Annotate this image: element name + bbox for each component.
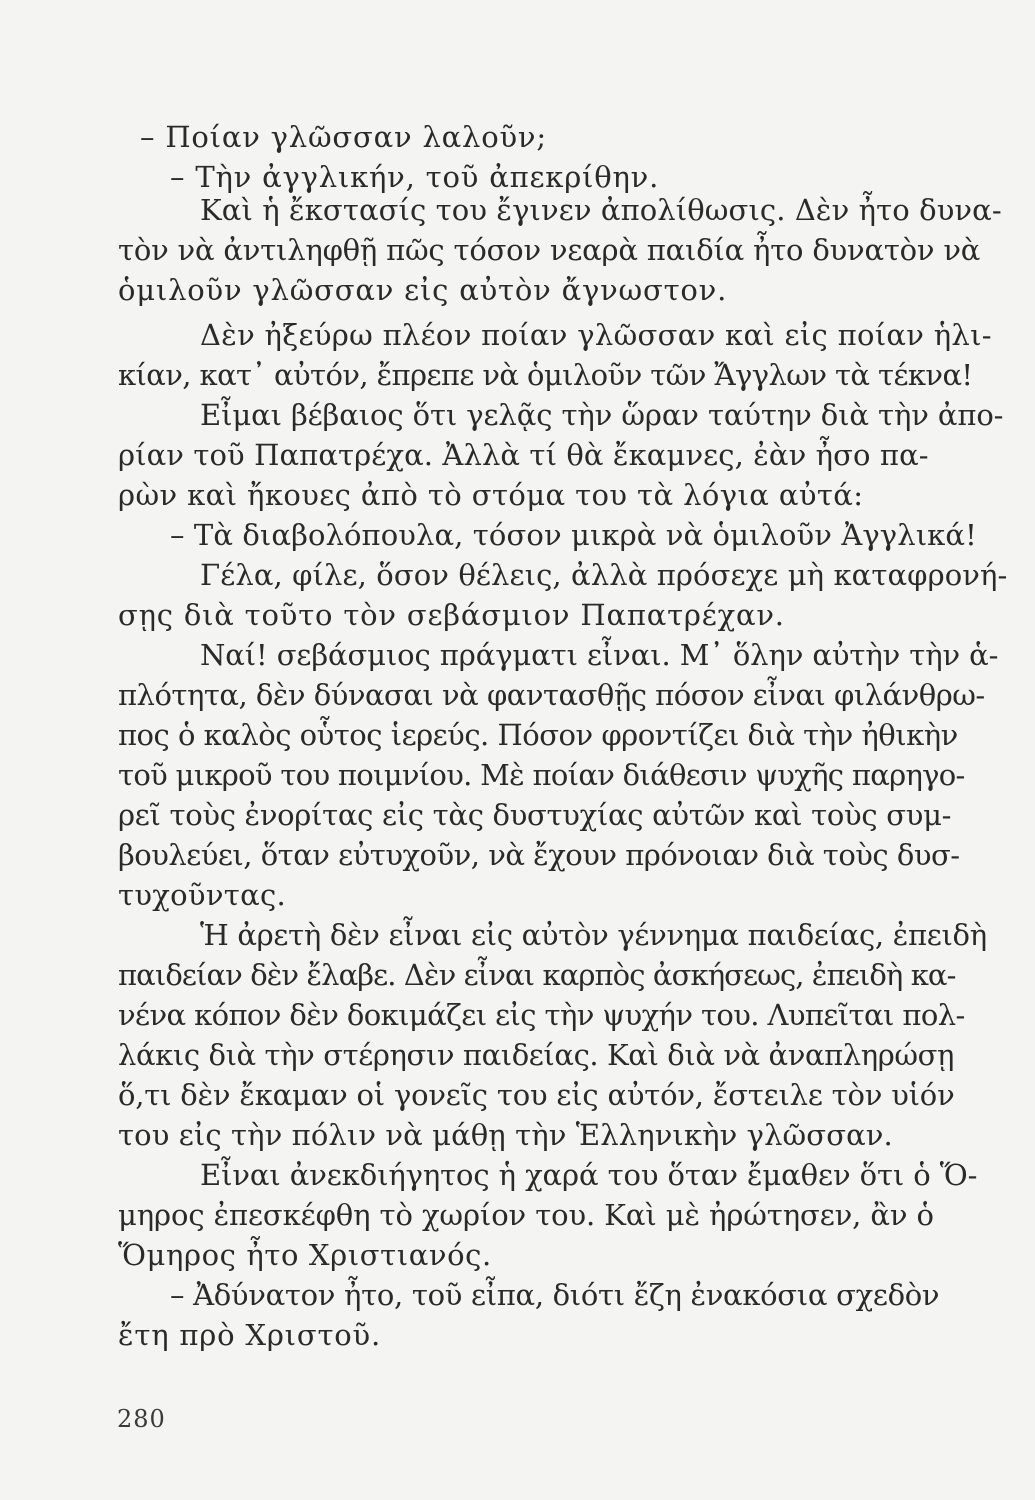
text-line: ρεῖ τοὺς ἐνορίτας εἰς τὰς δυστυχίας αὐτῶν καὶ τοὺς συμ-	[118, 798, 952, 832]
text-line: λάκις διὰ τὴν στέρησιν παιδείας. Καὶ διὰ νὰ ἀναπληρώσῃ	[118, 1038, 955, 1072]
text-line: παιδείαν δὲν ἔλαβε. Δὲν εἶναι καρπὸς ἀσκήσεως, ἐπειδὴ κα-	[118, 958, 956, 992]
text-line: Ἡ ἀρετὴ δὲν εἶναι εἰς αὐτὸν γέννημα παιδείας, ἐπειδὴ	[200, 918, 987, 952]
text-line: ἔτη πρὸ Χριστοῦ.	[118, 1318, 381, 1352]
text-line: Καὶ ἡ ἔκστασίς του ἔγινεν ἀπολίθωσις. Δὲν ἦτο δυνα-	[200, 193, 1002, 227]
text-line: – Ἀδύνατον ἦτο, τοῦ εἶπα, διότι ἔζη ἐνακόσια σχεδὸν	[170, 1278, 940, 1312]
text-line: τοῦ μικροῦ του ποιμνίου. Μὲ ποίαν διάθεσιν ψυχῆς παρηγο-	[118, 758, 965, 792]
text-line: Ὅμηρος ἦτο Χριστιανός.	[118, 1238, 492, 1272]
text-line: – Ποίαν γλῶσσαν λαλοῦν;	[140, 120, 547, 154]
text-line: Ναί! σεβάσμιος πράγματι εἶναι. Μ᾽ ὅλην αὐτὴν τὴν ἁ-	[200, 638, 999, 672]
page-number: 280	[117, 1405, 166, 1433]
text-line: πος ὁ καλὸς οὗτος ἱερεύς. Πόσον φροντίζει διὰ τὴν ἠθικὴν	[118, 718, 958, 752]
text-line: μηρος ἐπεσκέφθη τὸ χωρίον του. Καὶ μὲ ἠρώτησεν, ἂν ὁ	[118, 1198, 934, 1232]
text-line: κίαν, κατ᾽ αὐτόν, ἔπρεπε νὰ ὁμιλοῦν τῶν Ἄγγλων τὰ τέκνα!	[118, 358, 973, 392]
text-line: Εἶμαι βέβαιος ὅτι γελᾷς τὴν ὥραν ταύτην διὰ τὴν ἀπο-	[200, 398, 1004, 432]
text-line: πλότητα, δὲν δύνασαι νὰ φαντασθῇς πόσον εἶναι φιλάνθρω-	[118, 678, 985, 712]
text-line: βουλεύει, ὅταν εὐτυχοῦν, νὰ ἔχουν πρόνοιαν διὰ τοὺς δυσ-	[118, 838, 960, 872]
text-line: – Τὰ διαβολόπουλα, τόσον μικρὰ νὰ ὁμιλοῦν Ἀγγλικά!	[170, 518, 977, 552]
text-line: – Τὴν ἀγγλικήν, τοῦ ἀπεκρίθην.	[170, 160, 660, 194]
text-line: σῃς διὰ τοῦτο τὸν σεβάσμιον Παπατρέχαν.	[118, 598, 785, 632]
text-line: του εἰς τὴν πόλιν νὰ μάθῃ τὴν Ἑλληνικὴν γλῶσσαν.	[118, 1118, 893, 1152]
text-line: Γέλα, φίλε, ὅσον θέλεις, ἀλλὰ πρόσεχε μὴ καταφρονή-	[200, 558, 1008, 592]
text-line: νένα κόπον δὲν δοκιμάζει εἰς τὴν ψυχήν του. Λυπεῖται πολ-	[118, 998, 965, 1032]
text-line: ὁμιλοῦν γλῶσσαν εἰς αὐτὸν ἄγνωστον.	[118, 273, 728, 307]
text-line: ρὼν καὶ ἤκουες ἀπὸ τὸ στόμα του τὰ λόγια αὐτά:	[118, 478, 864, 512]
text-line: τυχοῦντας.	[118, 878, 287, 912]
text-line: ρίαν τοῦ Παπατρέχα. Ἀλλὰ τί θὰ ἔκαμνες, ἐὰν ἦσο πα-	[118, 438, 929, 472]
text-line: τὸν νὰ ἀντιληφθῇ πῶς τόσον νεαρὰ παιδία ἦτο δυνατὸν νὰ	[118, 233, 981, 267]
text-line: Δὲν ἠξεύρω πλέον ποίαν γλῶσσαν καὶ εἰς ποίαν ἡλι-	[200, 318, 992, 352]
text-line: Εἶναι ἀνεκδιήγητος ἡ χαρά του ὅταν ἔμαθεν ὅτι ὁ Ὅ-	[200, 1158, 978, 1192]
text-line: ὅ,τι δὲν ἔκαμαν οἱ γονεῖς του εἰς αὐτόν, ἔστειλε τὸν υἱόν	[118, 1078, 955, 1112]
